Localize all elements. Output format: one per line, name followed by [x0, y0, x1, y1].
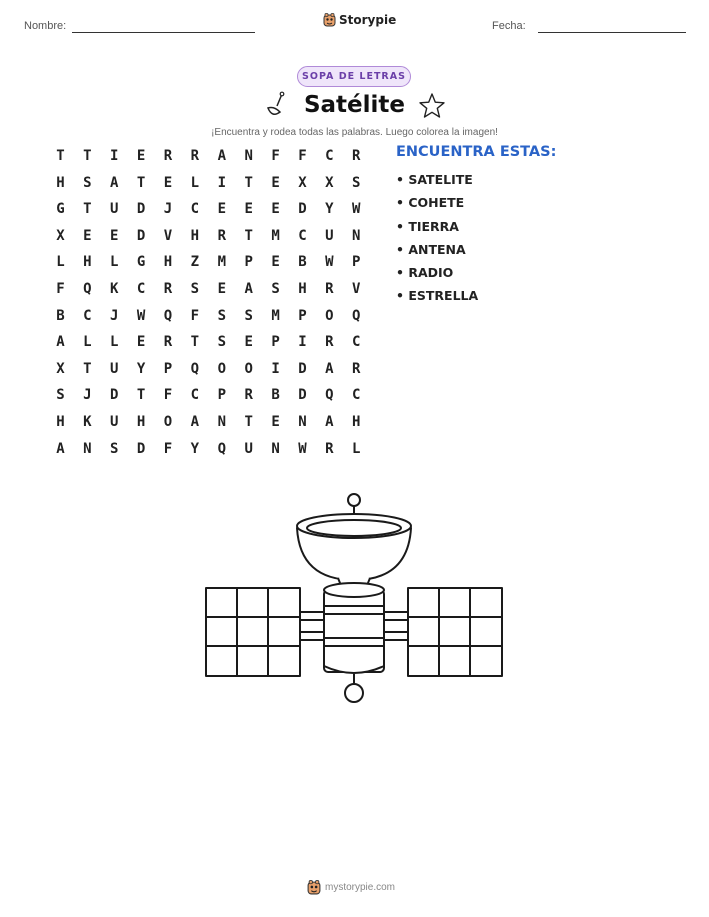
grid-cell[interactable]: E — [271, 201, 280, 218]
grid-cell[interactable]: F — [163, 440, 173, 457]
grid-cell[interactable]: C — [190, 387, 200, 404]
grid-cell[interactable]: P — [244, 254, 253, 271]
grid-cell[interactable]: X — [298, 174, 307, 191]
grid-cell[interactable]: U — [325, 227, 334, 244]
grid-cell[interactable]: F — [298, 148, 307, 164]
grid-cell[interactable]: N — [298, 413, 307, 430]
grid-cell[interactable]: I — [271, 360, 280, 377]
grid-cell[interactable]: D — [110, 387, 119, 404]
grid-cell[interactable]: R — [190, 148, 200, 164]
grid-cell[interactable]: H — [163, 254, 173, 271]
grid-cell[interactable]: D — [298, 201, 307, 218]
footer — [307, 880, 395, 895]
grid-cell[interactable]: L — [56, 254, 65, 271]
grid-cell[interactable]: C — [352, 334, 361, 351]
grid-cell[interactable]: N — [244, 148, 253, 164]
grid-cell[interactable]: U — [110, 360, 119, 377]
grid-cell[interactable]: S — [110, 440, 119, 457]
grid-cell[interactable]: Q — [352, 307, 361, 324]
grid-cell[interactable]: H — [136, 413, 146, 430]
grid-cell[interactable]: A — [325, 360, 334, 377]
grid-cell[interactable]: G — [56, 201, 65, 218]
grid-cell[interactable]: D — [298, 360, 307, 377]
grid-cell[interactable]: F — [271, 148, 280, 164]
grid-cell[interactable]: I — [110, 148, 119, 164]
storypie-logo-icon — [323, 13, 336, 27]
grid-cell[interactable]: C — [190, 201, 200, 218]
grid-cell[interactable]: T — [244, 227, 253, 244]
grid-cell[interactable]: J — [83, 387, 92, 404]
grid-cell[interactable]: C — [352, 387, 361, 404]
grid-cell[interactable]: T — [83, 148, 92, 164]
word-list-title: ENCUENTRA ESTAS: — [396, 144, 557, 160]
grid-cell[interactable]: D — [136, 227, 146, 244]
grid-cell[interactable]: R — [352, 148, 361, 164]
grid-cell[interactable]: A — [110, 174, 119, 191]
grid-cell[interactable]: R — [325, 440, 334, 457]
grid-cell[interactable]: O — [325, 307, 334, 324]
grid-cell[interactable]: E — [136, 334, 146, 351]
grid-cell[interactable]: Q — [163, 307, 173, 324]
grid-cell[interactable]: D — [136, 440, 146, 457]
grid-cell[interactable]: S — [56, 387, 65, 404]
footer-url: mystorypie.com — [325, 882, 396, 893]
grid-cell[interactable]: L — [83, 334, 92, 351]
grid-cell[interactable]: T — [244, 174, 253, 191]
grid-cell[interactable]: D — [136, 201, 146, 218]
grid-cell[interactable]: L — [190, 174, 200, 191]
word-item: • TIERRA — [396, 218, 459, 234]
grid-cell[interactable]: S — [244, 307, 253, 324]
grid-cell[interactable]: A — [190, 413, 200, 430]
star-icon — [418, 92, 446, 120]
grid-cell[interactable]: R — [163, 280, 173, 297]
grid-cell[interactable]: I — [217, 174, 226, 191]
grid-cell[interactable]: T — [136, 387, 146, 404]
grid-cell[interactable]: M — [217, 254, 226, 271]
grid-cell[interactable]: W — [352, 201, 361, 218]
word-item: • COHETE — [396, 195, 465, 211]
grid-cell[interactable]: N — [83, 440, 92, 457]
grid-cell[interactable]: H — [56, 174, 65, 191]
grid-cell[interactable]: H — [352, 413, 361, 430]
grid-cell[interactable]: K — [110, 280, 119, 297]
grid-cell[interactable]: U — [110, 413, 119, 430]
brand-logo — [323, 13, 396, 27]
grid-cell[interactable]: M — [271, 227, 280, 244]
grid-cell[interactable]: W — [298, 440, 307, 457]
grid-cell[interactable]: A — [56, 334, 65, 351]
grid-cell[interactable]: R — [244, 387, 253, 404]
grid-cell[interactable]: F — [56, 280, 65, 297]
grid-cell[interactable]: W — [136, 307, 146, 324]
grid-cell[interactable]: C — [298, 227, 307, 244]
grid-cell[interactable]: U — [244, 440, 253, 457]
grid-cell[interactable]: H — [190, 227, 200, 244]
grid-cell[interactable]: E — [271, 254, 280, 271]
grid-cell[interactable]: R — [325, 334, 334, 351]
grid-cell[interactable]: T — [83, 201, 92, 218]
grid-cell[interactable]: L — [110, 254, 119, 271]
grid-cell[interactable]: Z — [190, 254, 200, 271]
grid-cell[interactable]: F — [190, 307, 200, 324]
grid-cell[interactable]: R — [163, 334, 173, 351]
grid-cell[interactable]: S — [271, 280, 280, 297]
grid-cell[interactable]: O — [244, 360, 253, 377]
grid-cell[interactable]: B — [298, 254, 307, 271]
grid-cell[interactable]: R — [352, 360, 361, 377]
word-item: • ESTRELLA — [396, 288, 479, 304]
grid-cell[interactable]: W — [325, 254, 334, 271]
grid-cell[interactable]: U — [110, 201, 119, 218]
grid-cell[interactable]: Y — [190, 440, 200, 457]
grid-cell[interactable]: V — [352, 280, 361, 297]
grid-cell[interactable]: D — [298, 387, 307, 404]
word-item: • RADIO — [396, 265, 454, 281]
grid-cell[interactable]: E — [271, 413, 280, 430]
grid-cell[interactable]: E — [110, 227, 119, 244]
grid-cell[interactable]: R — [163, 148, 173, 164]
grid-cell[interactable]: H — [56, 413, 65, 430]
satellite-illustration — [200, 488, 510, 708]
grid-cell[interactable]: X — [56, 360, 65, 377]
grid-cell[interactable]: Q — [83, 280, 92, 297]
grid-cell[interactable]: L — [110, 334, 119, 351]
grid-cell[interactable]: V — [163, 227, 173, 244]
storypie-logo-icon — [307, 880, 321, 895]
grid-cell[interactable]: Y — [136, 360, 146, 377]
brand-name: Storypie — [339, 13, 397, 27]
grid-cell[interactable]: S — [352, 174, 361, 191]
grid-cell[interactable]: E — [217, 201, 226, 218]
grid-cell[interactable]: A — [217, 148, 226, 164]
grid-cell[interactable]: N — [271, 440, 280, 457]
grid-cell[interactable]: T — [190, 334, 200, 351]
grid-cell[interactable]: J — [110, 307, 119, 324]
grid-cell[interactable]: S — [217, 334, 226, 351]
grid-cell[interactable]: C — [83, 307, 92, 324]
grid-cell[interactable]: O — [217, 360, 226, 377]
word-list — [396, 171, 478, 311]
grid-cell[interactable]: P — [271, 334, 280, 351]
grid-cell[interactable]: A — [325, 413, 334, 430]
grid-cell[interactable]: X — [56, 227, 65, 244]
grid-cell[interactable]: P — [217, 387, 226, 404]
grid-cell[interactable]: A — [56, 440, 65, 457]
word-search-grid[interactable] — [47, 146, 370, 465]
grid-cell[interactable]: C — [325, 148, 334, 164]
grid-cell[interactable]: T — [244, 413, 253, 430]
grid-cell[interactable]: Q — [217, 440, 226, 457]
grid-cell[interactable]: P — [163, 360, 173, 377]
instructions: ¡Encuentra y rodea todas las palabras. Luego colorea la imagen! — [211, 127, 498, 138]
grid-cell[interactable]: B — [271, 387, 280, 404]
grid-cell[interactable]: T — [136, 174, 146, 191]
grid-cell[interactable]: M — [271, 307, 280, 324]
grid-cell[interactable]: E — [244, 334, 253, 351]
grid-cell[interactable]: E — [163, 174, 173, 191]
grid-cell[interactable]: N — [352, 227, 361, 244]
grid-cell[interactable]: E — [244, 201, 253, 218]
grid-cell[interactable]: H — [83, 254, 92, 271]
grid-cell[interactable]: J — [163, 201, 173, 218]
grid-cell[interactable]: E — [83, 227, 92, 244]
grid-cell[interactable]: I — [298, 334, 307, 351]
word-item: • SATELITE — [396, 172, 473, 187]
grid-cell[interactable]: L — [352, 440, 361, 457]
grid-cell[interactable]: Y — [325, 201, 334, 218]
date-field[interactable] — [538, 32, 686, 33]
activity-type-badge: SOPA DE LETRAS — [297, 66, 411, 87]
grid-cell[interactable]: Q — [325, 387, 334, 404]
grid-cell[interactable]: R — [325, 280, 334, 297]
grid-cell[interactable]: T — [56, 148, 65, 164]
grid-cell[interactable]: P — [298, 307, 307, 324]
grid-cell[interactable]: H — [298, 280, 307, 297]
grid-cell[interactable]: E — [136, 148, 146, 164]
word-item: • ANTENA — [396, 241, 466, 257]
name-label: Nombre: — [24, 20, 67, 32]
grid-cell[interactable]: T — [83, 360, 92, 377]
grid-cell[interactable]: N — [217, 413, 226, 430]
grid-cell[interactable]: F — [163, 387, 173, 404]
name-field[interactable] — [72, 32, 255, 33]
grid-cell[interactable]: A — [244, 280, 253, 297]
grid-cell[interactable]: B — [56, 307, 65, 324]
page-title: Satélite — [303, 92, 406, 118]
grid-cell[interactable]: E — [217, 280, 226, 297]
grid-cell[interactable]: G — [136, 254, 146, 271]
grid-cell[interactable]: Q — [190, 360, 200, 377]
grid-cell[interactable]: K — [83, 413, 92, 430]
grid-cell[interactable]: O — [163, 413, 173, 430]
grid-cell[interactable]: E — [271, 174, 280, 191]
date-label: Fecha: — [492, 20, 526, 32]
grid-cell[interactable]: S — [190, 280, 200, 297]
grid-cell[interactable]: X — [325, 174, 334, 191]
grid-cell[interactable]: P — [352, 254, 361, 271]
grid-cell[interactable]: R — [217, 227, 226, 244]
grid-cell[interactable]: S — [217, 307, 226, 324]
grid-cell[interactable]: C — [136, 280, 146, 297]
grid-cell[interactable]: S — [83, 174, 92, 191]
